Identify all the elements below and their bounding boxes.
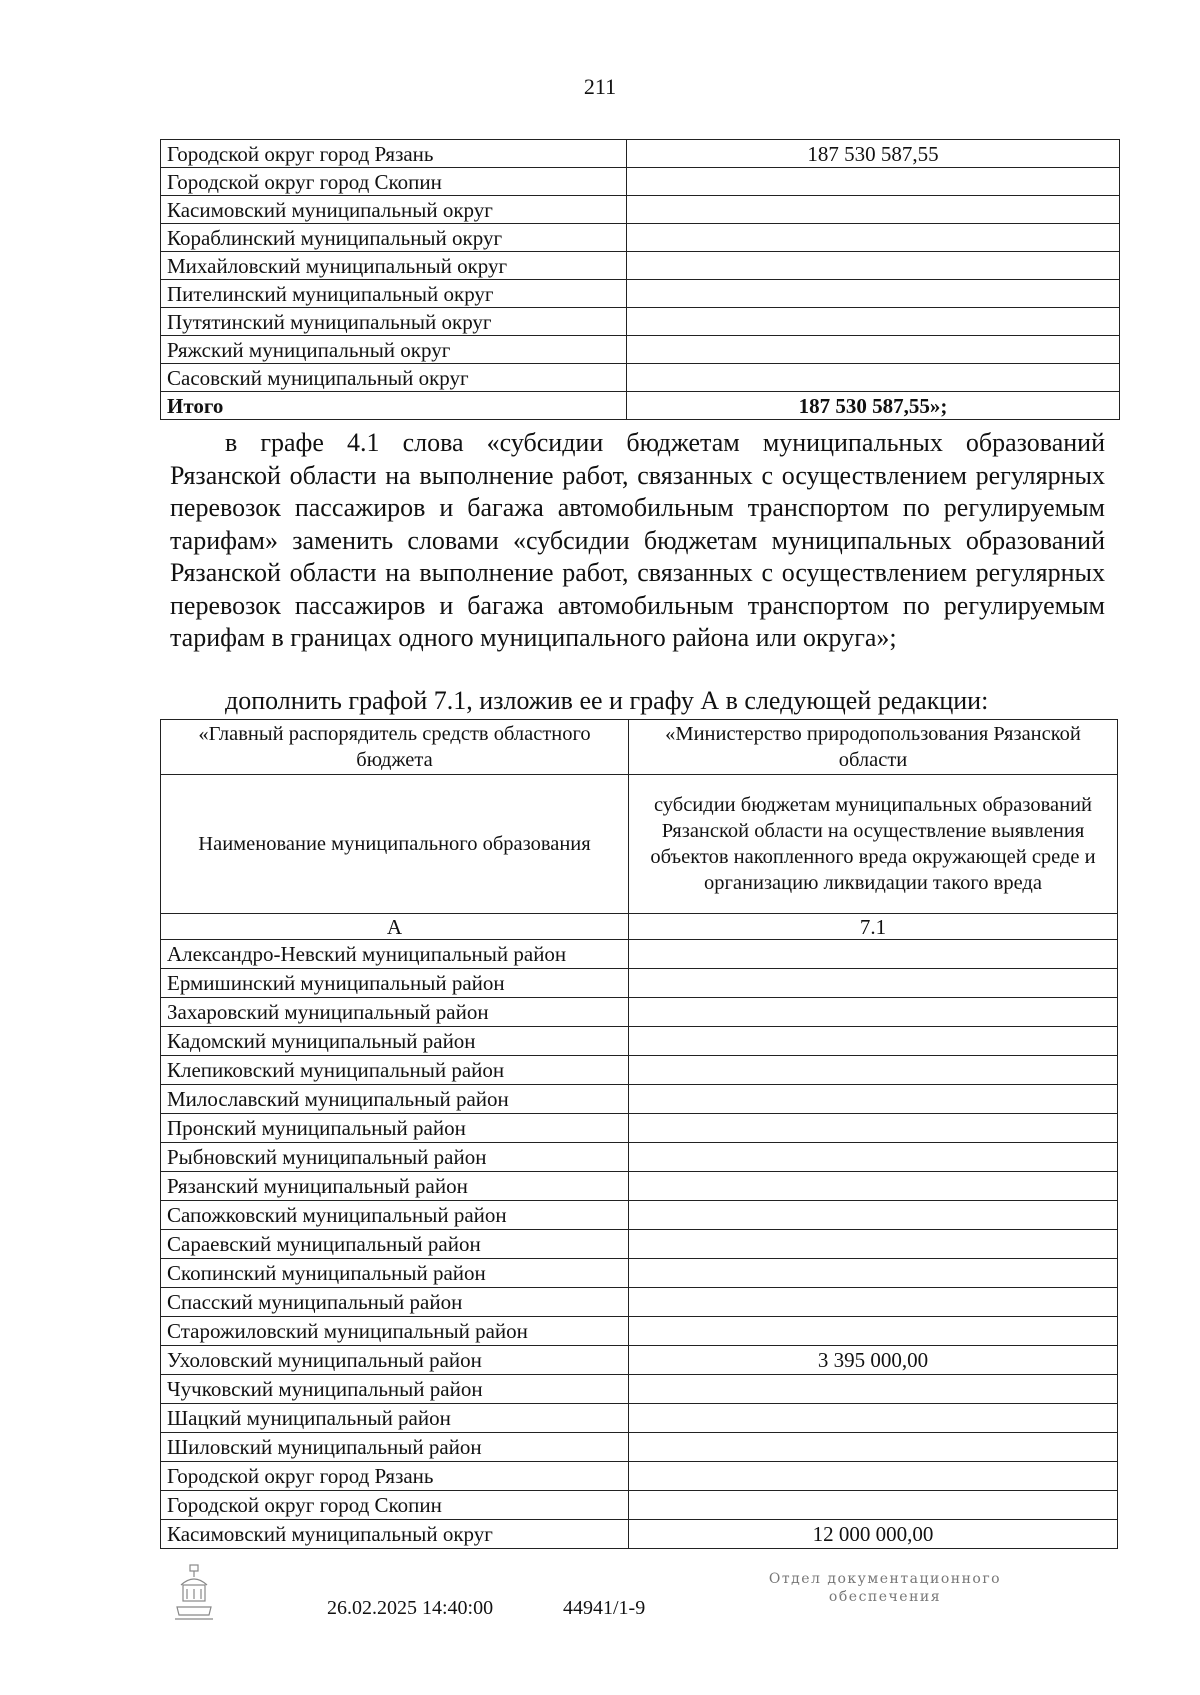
municipality-name: Шацкий муниципальный район <box>161 1404 629 1433</box>
header-ministry-name: «Министерство природопользования Рязанской области <box>629 720 1118 775</box>
subsidy-amount <box>629 1375 1118 1404</box>
municipality-name: Александро-Невский муниципальный район <box>161 940 629 969</box>
table-row <box>161 196 1120 224</box>
subsidy-amount <box>629 1259 1118 1288</box>
municipality-name: Касимовский муниципальный округ <box>161 1520 629 1549</box>
subsidy-amount <box>629 1201 1118 1230</box>
table-row <box>161 1317 1118 1346</box>
header-row-column-codes <box>161 914 1118 940</box>
municipality-name: Кораблинский муниципальный округ <box>161 224 627 252</box>
column-code-7-1: 7.1 <box>629 914 1118 940</box>
municipality-name: Пителинский муниципальный округ <box>161 280 627 308</box>
subsidy-amount: 3 395 000,00 <box>629 1346 1118 1375</box>
municipality-name: Захаровский муниципальный район <box>161 998 629 1027</box>
amount-value: 187 530 587,55 <box>627 140 1120 168</box>
footer-timestamp: 26.02.2025 14:40:00 <box>327 1597 494 1619</box>
paragraph-add-column-7-1: дополнить графой 7.1, изложив ее и графу А в следующей редакции: <box>225 686 989 715</box>
table-row <box>161 1114 1118 1143</box>
municipality-name: Сараевский муниципальный район <box>161 1230 629 1259</box>
table-row <box>161 1259 1118 1288</box>
table-row <box>161 1085 1118 1114</box>
subsidy-amount <box>629 1172 1118 1201</box>
subsidy-amount <box>629 1056 1118 1085</box>
municipality-name: Шиловский муниципальный район <box>161 1433 629 1462</box>
table-row <box>161 252 1120 280</box>
table-row <box>161 1172 1118 1201</box>
table-row <box>161 168 1120 196</box>
subsidy-amount <box>629 1462 1118 1491</box>
total-label: Итого <box>161 392 627 420</box>
municipality-name: Клепиковский муниципальный район <box>161 1056 629 1085</box>
municipality-name: Скопинский муниципальный район <box>161 1259 629 1288</box>
municipality-name: Ряжский муниципальный округ <box>161 336 627 364</box>
table-row <box>161 969 1118 998</box>
municipality-name: Городской округ город Скопин <box>161 1491 629 1520</box>
department-stamp <box>735 1570 1035 1606</box>
table-row <box>161 1230 1118 1259</box>
municipality-name: Пронский муниципальный район <box>161 1114 629 1143</box>
header-main-distributor-label: «Главный распорядитель средств областного бюджета <box>161 720 629 775</box>
table-row <box>161 1520 1118 1549</box>
municipality-name: Старожиловский муниципальный район <box>161 1317 629 1346</box>
column-7-1-table <box>160 719 1118 1549</box>
amount-value <box>627 168 1120 196</box>
table-row <box>161 1027 1118 1056</box>
municipality-name: Городской округ город Рязань <box>161 140 627 168</box>
municipality-name: Ермишинский муниципальный район <box>161 969 629 998</box>
table-row <box>161 280 1120 308</box>
table-row <box>161 1143 1118 1172</box>
table-row <box>161 336 1120 364</box>
subsidy-amount <box>629 1085 1118 1114</box>
subsidy-amount: 12 000 000,00 <box>629 1520 1118 1549</box>
amount-value <box>627 224 1120 252</box>
subsidy-amount <box>629 969 1118 998</box>
municipality-name: Милославский муниципальный район <box>161 1085 629 1114</box>
municipality-name: Чучковский муниципальный район <box>161 1375 629 1404</box>
municipality-name: Спасский муниципальный район <box>161 1288 629 1317</box>
table-row <box>161 364 1120 392</box>
subsidy-amount <box>629 1143 1118 1172</box>
municipality-name: Путятинский муниципальный округ <box>161 308 627 336</box>
subsidy-amount <box>629 1433 1118 1462</box>
amount-value <box>627 196 1120 224</box>
table-row <box>161 140 1120 168</box>
municipality-name: Городской округ город Рязань <box>161 1462 629 1491</box>
municipality-name: Кадомский муниципальный район <box>161 1027 629 1056</box>
stamp-line-2: обеспечения <box>828 1589 942 1605</box>
subsidy-amount <box>629 998 1118 1027</box>
subsidy-amount <box>629 1114 1118 1143</box>
amount-value <box>627 364 1120 392</box>
subsidy-amount <box>629 1230 1118 1259</box>
municipality-name: Сапожковский муниципальный район <box>161 1201 629 1230</box>
table-row <box>161 998 1118 1027</box>
subsidy-amount <box>629 940 1118 969</box>
municipality-name: Касимовский муниципальный округ <box>161 196 627 224</box>
table-row <box>161 1433 1118 1462</box>
subsidy-amount <box>629 1491 1118 1520</box>
table-row <box>161 1462 1118 1491</box>
page-number: 211 <box>583 74 617 99</box>
municipality-name: Рязанский муниципальный район <box>161 1172 629 1201</box>
table-row <box>161 308 1120 336</box>
stamp-line-1: Отдел документационного <box>768 1571 1002 1587</box>
table-row <box>161 1288 1118 1317</box>
amounts-table-continued <box>160 139 1120 420</box>
total-row <box>161 392 1120 420</box>
header-subsidy-description: субсидии бюджетам муниципальных образований Рязанской области на осуществление выявления объектов накопленного вреда окружающей среде и организацию ликвидации такого вреда <box>629 775 1118 914</box>
municipality-name: Михайловский муниципальный округ <box>161 252 627 280</box>
column-code-a: А <box>161 914 629 940</box>
table-row <box>161 224 1120 252</box>
municipality-name: Городской округ город Скопин <box>161 168 627 196</box>
amount-value <box>627 280 1120 308</box>
table-row <box>161 1056 1118 1085</box>
table-row <box>161 1346 1118 1375</box>
municipality-name: Сасовский муниципальный округ <box>161 364 627 392</box>
municipality-name: Ухоловский муниципальный район <box>161 1346 629 1375</box>
header-row-distributor <box>161 720 1118 775</box>
paragraph-amendment-4-1: в графе 4.1 слова «субсидии бюджетам муниципальных образований Рязанской области на выполнение работ, связанных с осуществлением регулярных перевозок пассажиров и багажа автомобильным транспортом по регулируемым тарифам» заменить словами «субсидии бюджетам муниципальных образований Рязанской области на выполнение работ, связанных с осуществлением регулярных перевозок пассажиров и багажа автомобильным транспортом по регулируемым тарифам в границах одного муниципального района или округа»; <box>170 428 1105 652</box>
table-row <box>161 1491 1118 1520</box>
amount-value <box>627 308 1120 336</box>
table-row <box>161 1375 1118 1404</box>
subsidy-amount <box>629 1317 1118 1346</box>
coat-of-arms-emblem-icon <box>173 1563 215 1621</box>
table-row <box>161 940 1118 969</box>
total-value: 187 530 587,55»; <box>627 392 1120 420</box>
table-row <box>161 1404 1118 1433</box>
header-municipality-name-label: Наименование муниципального образования <box>161 775 629 914</box>
municipality-name: Рыбновский муниципальный район <box>161 1143 629 1172</box>
amount-value <box>627 252 1120 280</box>
header-row-subsidy <box>161 775 1118 914</box>
subsidy-amount <box>629 1027 1118 1056</box>
footer-document-number: 44941/1-9 <box>563 1597 646 1619</box>
subsidy-amount <box>629 1288 1118 1317</box>
table-row <box>161 1201 1118 1230</box>
amount-value <box>627 336 1120 364</box>
subsidy-amount <box>629 1404 1118 1433</box>
